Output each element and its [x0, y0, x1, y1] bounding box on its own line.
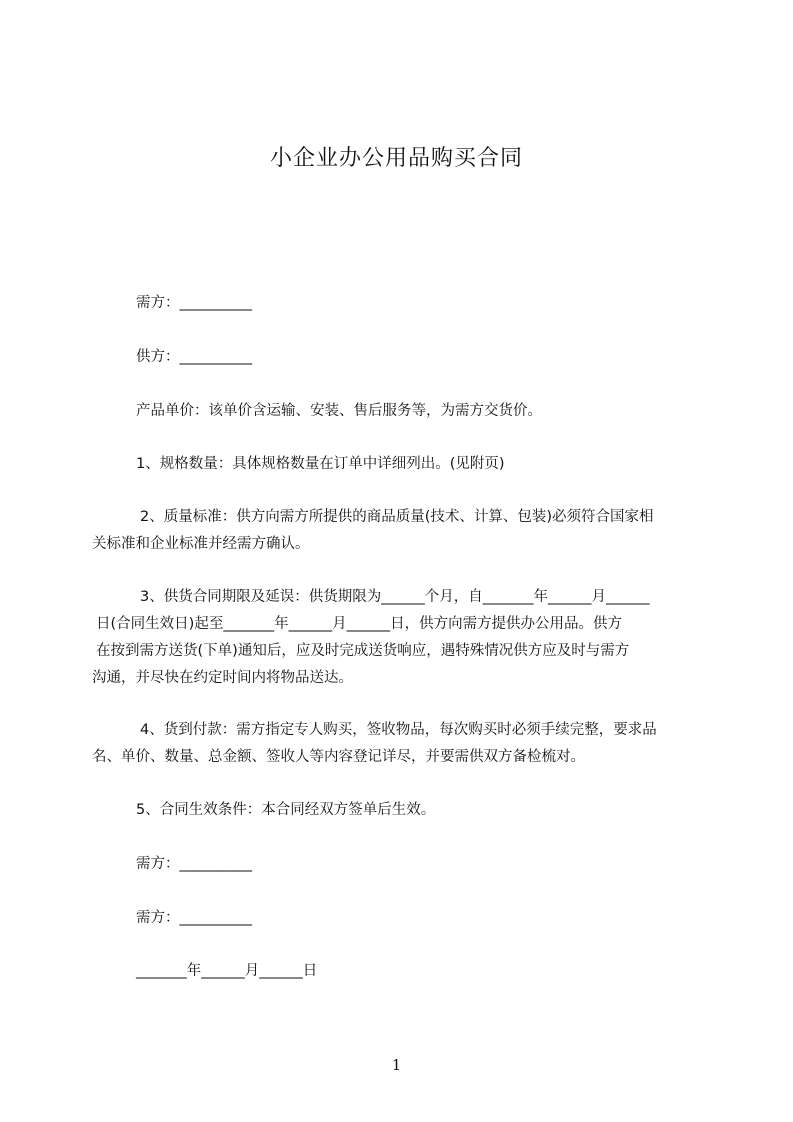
clause-3-delivery-line-3: 在按到需方送货(下单)通知后，应及时完成送货响应，遇特殊情况供方应及时与需方 — [96, 643, 630, 659]
clause-3-delivery-line-2: 日(合同生效日)起至_______年______月______日，供方向需方提供办公用品。供方 — [96, 616, 623, 632]
contract-title: 小企业办公用品购买合同 — [269, 146, 523, 171]
clause-5-effective: 5、合同生效条件：本合同经双方签单后生效。 — [136, 802, 436, 818]
clause-2-quality-line-2: 关标准和企业标准并经需方确认。 — [92, 536, 310, 552]
page-number: 1 — [391, 1056, 402, 1074]
signature-date: _______年______月______日 — [136, 963, 318, 979]
unit-price-clause: 产品单价：该单价含运输、安装、售后服务等，为需方交货价。 — [136, 403, 542, 419]
clause-2-quality-line-1: 2、质量标准：供方向需方所提供的商品质量(技术、计算、包装)必须符合国家相 — [140, 509, 654, 525]
signature-buyer-1: 需方：__________ — [136, 856, 252, 872]
buyer-field: 需方：__________ — [136, 295, 252, 311]
signature-buyer-2: 需方：__________ — [136, 910, 252, 926]
clause-3-delivery-line-1: 3、供货合同期限及延误：供货期限为______个月，自_______年______月______ — [140, 589, 650, 605]
clause-3-delivery-line-4: 沟通，并尽快在约定时间内将物品送达。 — [92, 670, 353, 686]
clause-1-specification: 1、规格数量：具体规格数量在订单中详细列出。(见附页) — [136, 456, 505, 472]
clause-4-payment-line-1: 4、货到付款：需方指定专人购买，签收物品，每次购买时必须手续完整，要求品 — [140, 722, 657, 738]
clause-4-payment-line-2: 名、单价、数量、总金额、签收人等内容登记详尽，并要需供双方备检梳对。 — [92, 749, 585, 765]
supplier-field: 供方：__________ — [136, 349, 252, 365]
